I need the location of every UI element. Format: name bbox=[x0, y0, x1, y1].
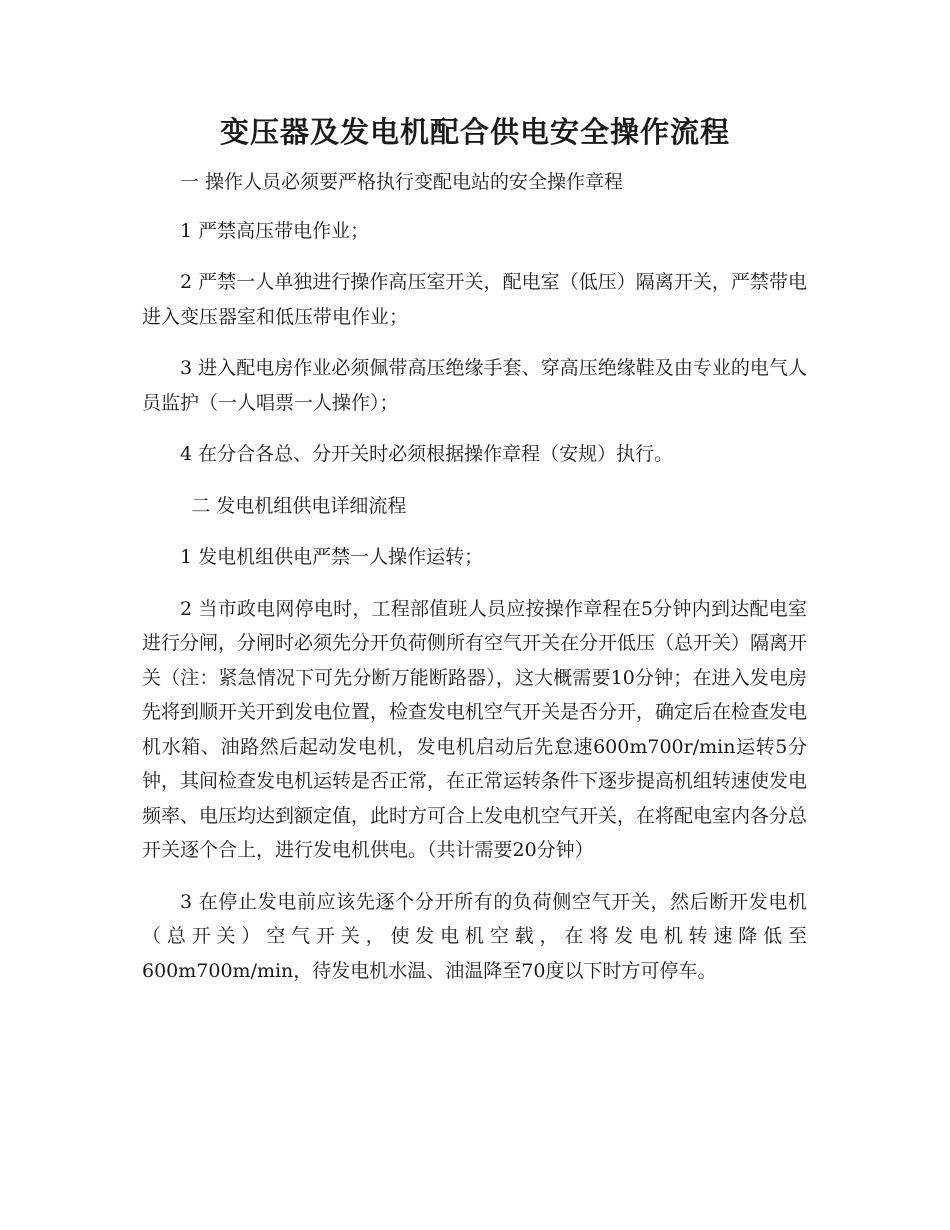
paragraph-rule-1: 1 严禁高压带电作业； bbox=[180, 219, 370, 242]
section-heading-two: 二 发电机组供电详细流程 bbox=[191, 494, 407, 517]
paragraph-rule-2: 2 严禁一人单独进行操作高压室开关，配电室（低压）隔离开关，严禁带电进入变压器室和低压带电作业； bbox=[142, 271, 807, 328]
paragraph-rule-4: 4 在分合各总、分开关时必须根据操作章程（安规）执行。 bbox=[180, 443, 674, 465]
section-heading-one: 一 操作人员必须要严格执行变配电站的安全操作章程 bbox=[180, 171, 624, 193]
document-title: 变压器及发电机配合供电安全操作流程 bbox=[219, 115, 730, 149]
paragraph-step-2: 2 当市政电网停电时，工程部值班人员应按操作章程在5分钟内到达配电室进行分闸，分闸时必须先分开负荷侧所有空气开关在分开低压（总开关）隔离开关（注：紧急情况下可先分断万能断路器），这大概需要10分钟；在进入发电房先将到顺开关开到发电位置，检查发电机空气开关是否分开，确定后在检查发电机水箱、油路然后起动发电机，发电机启动后先怠速600m700r/min运转5分钟，其间检查发电机运转是否正常，在正常运转条件下逐步提高机组转速使发电频率、电压均达到额定值，此时方可合上发电机空气开关，在将配电室内各分总开关逐个合上，进行发电机供电。（共计需要20分钟） bbox=[142, 597, 808, 861]
paragraph-rule-3: 3 进入配电房作业必须佩带高压绝缘手套、穿高压绝缘鞋及由专业的电气人员监护（一人唱票一人操作）； bbox=[142, 357, 807, 414]
paragraph-step-3: 3 在停止发电前应该先逐个分开所有的负荷侧空气开关，然后断开发电机（总开关）空气开关，使发电机空载，在将发电机转速降低至600m700m/min，待发电机水温、油温降至70度以下时方可停车。 bbox=[142, 890, 807, 982]
document-body bbox=[142, 165, 807, 1005]
paragraph-step-1: 1 发电机组供电严禁一人操作运转； bbox=[180, 546, 484, 568]
